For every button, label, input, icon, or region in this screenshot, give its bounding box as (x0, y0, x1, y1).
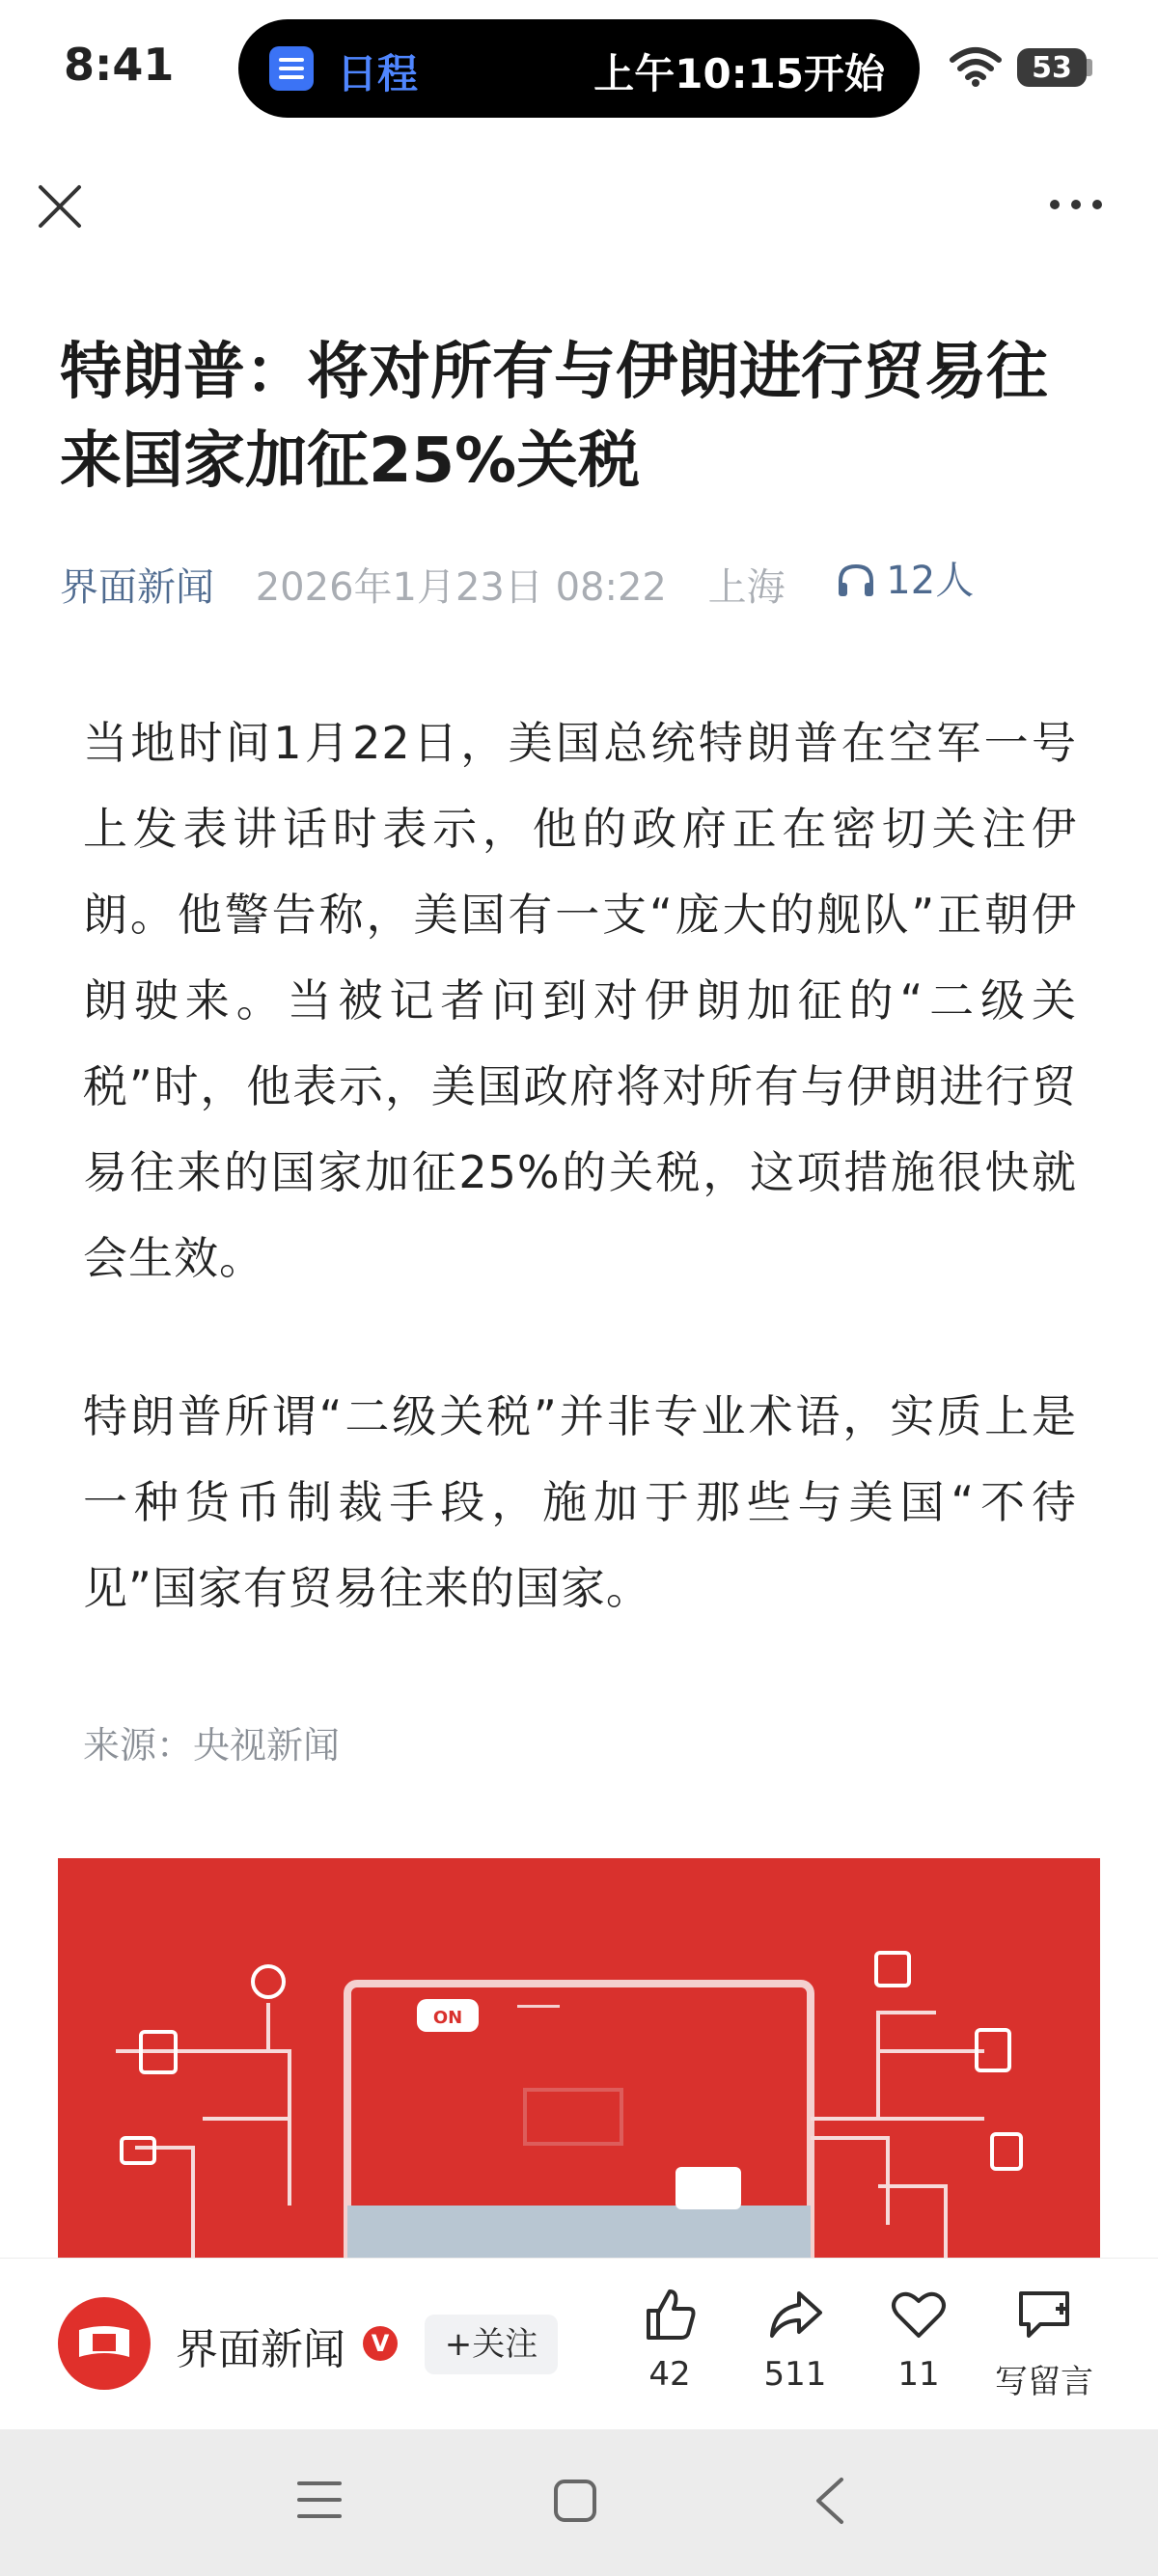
dynamic-island-calendar[interactable] (238, 19, 920, 118)
headphones-icon (836, 562, 876, 600)
account-name[interactable]: 界面新闻 (176, 2325, 345, 2374)
article-meta (60, 552, 974, 610)
jiemian-logo-icon (58, 2297, 151, 2390)
favorite-button[interactable] (861, 2286, 977, 2394)
thumbs-up-icon (641, 2286, 699, 2343)
illustration-laptop (58, 1858, 1100, 2258)
comment-icon (1013, 2286, 1075, 2343)
meta-source[interactable]: 界面新闻 (60, 565, 214, 610)
share-icon (766, 2286, 824, 2343)
system-navigation-bar (0, 2429, 1158, 2576)
meta-date: 2026年1月23日 08:22 (255, 565, 667, 610)
listener-count: 12人 (886, 559, 975, 603)
calendar-icon (269, 46, 314, 91)
like-count: 42 (648, 2355, 691, 2394)
battery-indicator: 53 (1017, 48, 1087, 87)
meta-location: 上海 (707, 565, 786, 610)
island-event-time: 上午10:15开始 (593, 50, 885, 97)
like-button[interactable] (612, 2286, 728, 2394)
follow-button[interactable]: +关注 (425, 2315, 558, 2374)
favorite-count: 11 (897, 2355, 940, 2394)
share-button[interactable] (737, 2286, 853, 2394)
article-action-bar (0, 2258, 1158, 2430)
hero-badge-text: ON (432, 2008, 463, 2028)
close-icon[interactable] (33, 179, 87, 233)
home-icon[interactable] (552, 2478, 598, 2524)
article-paragraph-1: 当地时间1月22日，美国总统特朗普在空军一号上发表讲话时表示，他的政府正在密切关注伊朗。他警告称，美国有一支“庞大的舰队”正朝伊朗驶来。当被记者问到对伊朗加征的“二级关税”时，他表示，美国政府将对所有与伊朗进行贸易往来的国家加征25%的关税，这项措施很快就会生效。 (83, 717, 1077, 1284)
listen-button[interactable] (836, 552, 974, 610)
wifi-icon (949, 46, 1003, 87)
article-title: 特朗普：将对所有与伊朗进行贸易往来国家加征25%关税 (60, 337, 1048, 497)
account-avatar[interactable] (58, 2297, 151, 2390)
share-count: 511 (763, 2355, 827, 2394)
verified-badge-icon: V (363, 2326, 398, 2361)
article-source-line: 来源：央视新闻 (83, 1724, 341, 1767)
back-icon[interactable] (813, 2476, 847, 2526)
battery-cap (1087, 59, 1092, 76)
more-options-icon[interactable] (1047, 193, 1105, 216)
comment-label: 写留言 (995, 2363, 1093, 2401)
status-time: 8:41 (64, 39, 175, 91)
article-paragraph-2: 特朗普所谓“二级关税”并非专业术语，实质上是一种货币制裁手段，施加于那些与美国“不待见”国家有贸易往来的国家。 (83, 1390, 1077, 1614)
island-app-label: 日程 (337, 50, 419, 97)
menu-icon[interactable] (295, 2478, 344, 2522)
heart-icon (890, 2286, 948, 2343)
article-image[interactable] (58, 1858, 1100, 2258)
comment-button[interactable] (984, 2286, 1104, 2402)
